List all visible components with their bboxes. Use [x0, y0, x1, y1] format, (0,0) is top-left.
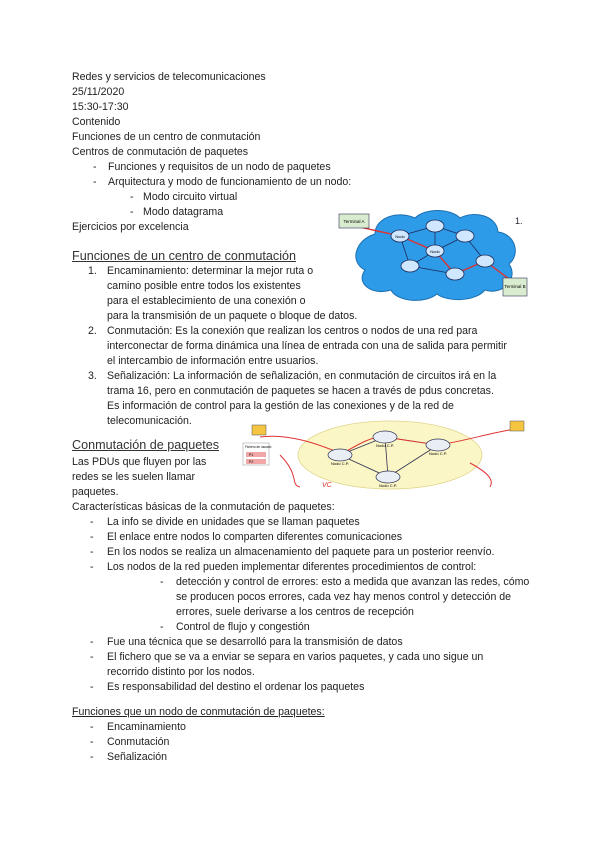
bullet-line: En los nodos se realiza un almacenamiento del paquete para un posterior reenvío.	[107, 546, 495, 558]
dash-marker: -	[93, 176, 97, 188]
item-line: Encaminamiento: determinar la mejor ruta o	[107, 265, 314, 277]
packet-label: P1	[249, 453, 254, 457]
bullet-line: recorrido distinto por los nodos.	[107, 666, 255, 678]
node-function-item: Conmutación	[107, 736, 170, 748]
dash-marker: -	[90, 751, 94, 763]
node-ellipse	[446, 268, 464, 280]
node-label: Nodo	[430, 249, 440, 254]
section-title: Conmutación de paquetes	[72, 438, 220, 452]
characteristics-title: Características básicas de la conmutación de paquetes:	[72, 501, 335, 513]
dash-marker: -	[90, 546, 94, 558]
contents-title: Contenido	[72, 116, 121, 128]
contents-subsubitem: Modo circuito virtual	[143, 191, 238, 203]
contents-subsubitem: Modo datagrama	[143, 206, 224, 218]
contents-item: Ejercicios por excelencia	[72, 221, 189, 233]
dash-marker: -	[160, 576, 164, 588]
dash-marker: -	[93, 161, 97, 173]
item-line: el intercambio de información entre usuarios.	[107, 355, 319, 367]
item-line: para el establecimiento de una conexión o	[107, 295, 306, 307]
intro-line: Las PDUs que fluyen por las	[72, 456, 207, 468]
item-line: camino posible entre todos los existentes	[107, 280, 301, 292]
time: 15:30-17:30	[72, 101, 129, 113]
intro-line: paquetes.	[72, 486, 119, 498]
node-ellipse	[328, 449, 352, 461]
item-line: para la transmisión de un paquete o bloque de datos.	[107, 310, 358, 322]
node-ellipse	[476, 255, 494, 267]
dash-marker: -	[130, 191, 134, 203]
dash-marker: -	[90, 681, 94, 693]
source-computer	[252, 425, 266, 435]
contents-item: Centros de conmutación de paquetes	[72, 146, 249, 158]
contents-subitem: Arquitectura y modo de funcionamiento de un nodo:	[108, 176, 352, 188]
node-label: Nodo C.P.	[376, 443, 394, 448]
bullet-line: Es responsabilidad del destino el ordenar los paquetes	[107, 681, 365, 693]
terminal-a-label: Terminal A	[343, 219, 365, 224]
file-label: Fichero de usuario	[245, 445, 272, 449]
intro-line: redes se les suelen llamar	[72, 471, 196, 483]
node-ellipse	[373, 431, 397, 443]
node-label: Nodo C.P.	[429, 451, 447, 456]
dash-marker: -	[90, 736, 94, 748]
date: 25/11/2020	[72, 86, 125, 98]
packet-switching-figure	[240, 415, 530, 495]
node-label: Nodo C.P.	[331, 461, 349, 466]
dash-marker: -	[160, 621, 164, 633]
item-number: 2.	[88, 325, 97, 337]
dash-marker: -	[90, 636, 94, 648]
item-line: telecomunicación.	[107, 415, 192, 427]
node-ellipse	[401, 260, 419, 272]
item-line: interconectar de forma dinámica una línea de entrada con una de salida para permitir	[107, 340, 507, 352]
node-ellipse	[426, 220, 444, 232]
dash-marker: -	[90, 721, 94, 733]
contents-subitem: Funciones y requisitos de un nodo de paquetes	[108, 161, 331, 173]
node-ellipse	[456, 230, 474, 242]
packet-label: P2	[249, 460, 254, 464]
sub-bullet-line: detección y control de errores: esto a medida que avanzan las redes, cómo	[176, 576, 530, 588]
node-ellipse	[376, 471, 400, 483]
destination-computer	[510, 421, 524, 431]
section-title: Funciones de un centro de conmutación	[72, 249, 297, 263]
dash-marker: -	[90, 561, 94, 573]
node-label: Nodo	[395, 234, 405, 239]
handwriting-label: VC	[322, 482, 332, 489]
item-line: Conmutación: Es la conexión que realizan los centros o nodos de una red para	[107, 325, 478, 337]
section-title: Funciones que un nodo de conmutación de paquetes:	[72, 706, 325, 718]
bullet-line: Los nodos de la red pueden implementar diferentes procedimientos de control:	[107, 561, 477, 573]
item-line: Señalización: La información de señalización, en conmutación de circuitos irá en la	[107, 370, 497, 382]
network-cloud-figure	[335, 206, 535, 306]
node-ellipse	[426, 439, 450, 451]
dash-marker: -	[90, 516, 94, 528]
bullet-line: El fichero que se va a enviar se separa en varios paquetes, y cada uno sigue un	[107, 651, 484, 663]
figure-number: 1.	[515, 216, 523, 226]
sub-bullet-line: Control de flujo y congestión	[176, 621, 310, 633]
terminal-b-label: Terminal B	[504, 284, 526, 289]
node-function-item: Señalización	[107, 751, 168, 763]
dash-marker: -	[90, 651, 94, 663]
item-number: 3.	[88, 370, 97, 382]
contents-item: Funciones de un centro de conmutación	[72, 131, 261, 143]
sub-bullet-line: se producen pocos errores, cada vez hay menos control y detección de	[176, 591, 512, 603]
node-label: Nodo C.P.	[379, 483, 397, 488]
dash-marker: -	[130, 206, 134, 218]
item-line: Es información de control para la gestión de las conexiones y de la red de	[107, 400, 454, 412]
bullet-line: El enlace entre nodos lo comparten diferentes comunicaciones	[107, 531, 403, 543]
dash-marker: -	[90, 531, 94, 543]
bullet-line: Fue una técnica que se desarrolló para la transmisión de datos	[107, 636, 403, 648]
sub-bullet-line: errores, suele derivarse a los centros de recepción	[176, 606, 414, 618]
item-line: trama 16, pero en conmutación de paquetes se hacen a través de pdus concretas.	[107, 385, 494, 397]
course-title: Redes y servicios de telecomunicaciones	[72, 71, 266, 83]
bullet-line: La info se divide en unidades que se llaman paquetes	[107, 516, 360, 528]
node-function-item: Encaminamiento	[107, 721, 186, 733]
item-number: 1.	[88, 265, 97, 277]
